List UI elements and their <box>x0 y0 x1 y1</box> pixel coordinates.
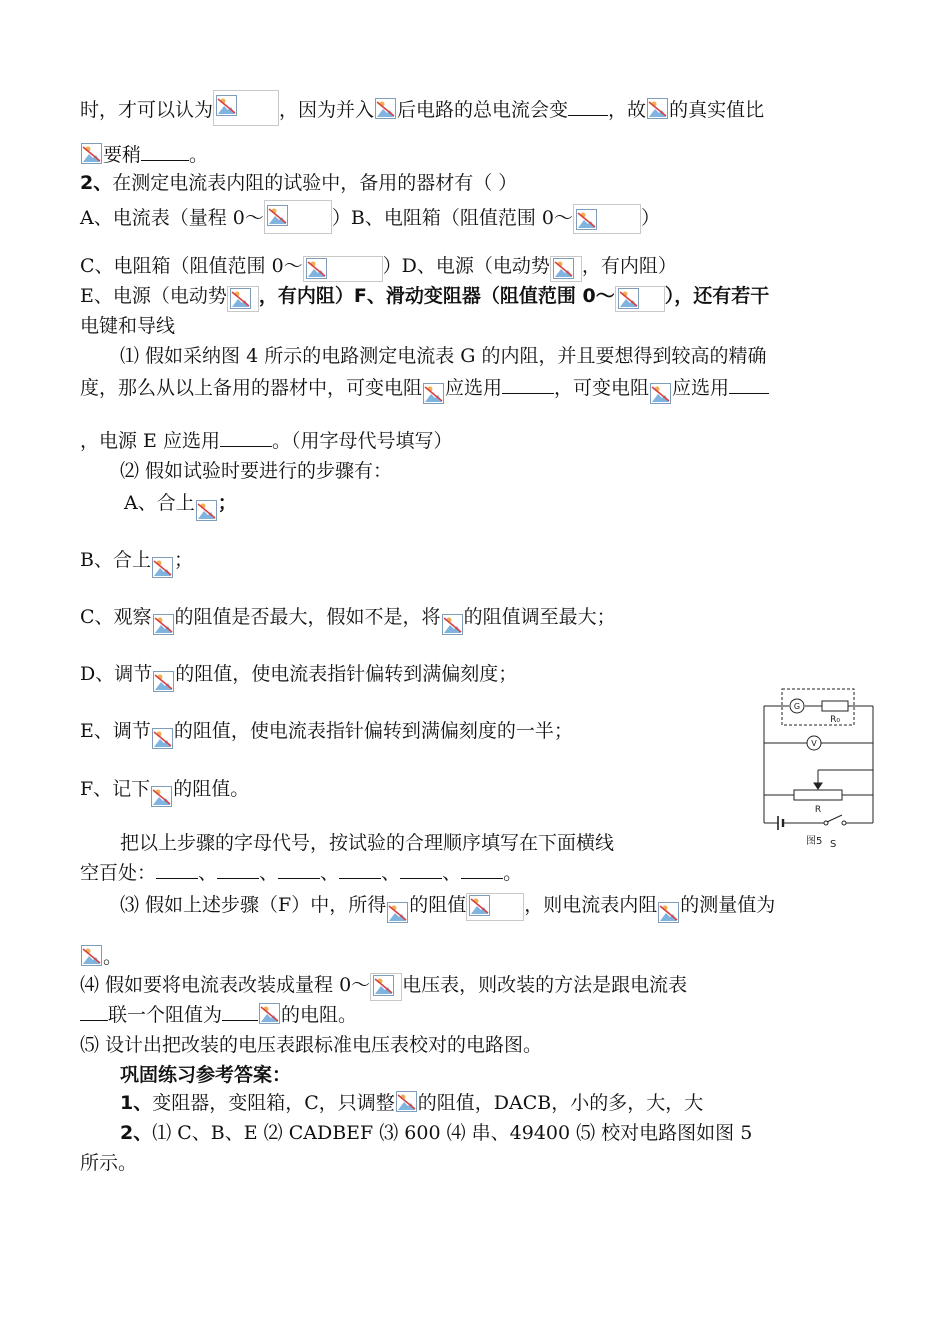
placeholder-box <box>370 973 402 1001</box>
placeholder-box <box>303 256 383 282</box>
broken-image-icon <box>373 975 394 996</box>
step-c: C、观察 的阻值是否最大，假如不是，将 的阻值调至最大； <box>80 604 616 635</box>
step-f: F、记下 的阻值。 <box>80 776 249 807</box>
placeholder-box <box>264 200 332 234</box>
s-label: S <box>830 839 837 850</box>
figure-label: 图5 <box>806 836 823 847</box>
part-3-cont: 。 <box>80 944 122 970</box>
rheostat-symbol <box>794 790 842 800</box>
order-line-2: 空百处： 、 、 、 、 、 。 <box>80 862 523 884</box>
answer-blank <box>220 428 272 447</box>
broken-image-icon <box>259 1003 280 1024</box>
answer-2: 2、⑴ C、B、E ⑵ CADBEF ⑶ 600 ⑷ 串、49400 ⑸ 校对电路图如图 5 <box>120 1122 753 1144</box>
broken-image-icon <box>152 728 173 749</box>
answer-1: 1、变阻器，变阻箱，C，只调整 的阻值，DACB，小的多，大，大 <box>120 1092 704 1114</box>
broken-image-icon <box>306 258 327 279</box>
placeholder-box <box>466 893 524 921</box>
step-b: B、合上 ； <box>80 547 193 578</box>
answer-2-cont: 所示。 <box>80 1152 138 1174</box>
broken-image-icon <box>216 95 237 116</box>
broken-image-icon <box>442 614 463 635</box>
broken-image-icon <box>618 288 639 309</box>
broken-image-icon <box>396 1091 417 1112</box>
line-1: 时，才可以认为 ，因为并入 后电路的总电流会变 ，故 的真实值比 <box>80 90 764 126</box>
answer-blank <box>217 860 259 879</box>
option-e-f: E、电源（电动势 ，有内阻）F、滑动变阻器（阻值范围 0～ ），还有若干 <box>80 283 769 312</box>
part-5: ⑸ 设计出把改装的电压表跟标准电压表校对的电路图。 <box>80 1034 543 1056</box>
broken-image-icon <box>153 671 174 692</box>
part-2-intro: ⑵ 假如试验时要进行的步骤有： <box>120 460 393 482</box>
slider-arrow <box>814 783 822 789</box>
circuit-diagram <box>756 688 882 850</box>
option-c-d: C、电阻箱（阻值范围 0～ ）D、电源（电动势 ，有内阻） <box>80 253 677 282</box>
step-a: A、合上 ； <box>124 490 237 521</box>
broken-image-icon <box>650 383 671 404</box>
resistor-r0-symbol <box>822 701 848 711</box>
answer-blank <box>400 860 442 879</box>
answer-blank <box>156 860 198 879</box>
answer-blank <box>278 860 320 879</box>
placeholder-box <box>213 90 279 126</box>
part-1-line-3: ，电源 E 应选用 。（用字母代号填写） <box>80 430 453 452</box>
dashed-box <box>782 689 854 725</box>
placeholder-box <box>615 286 665 312</box>
option-e-cont: 电键和导线 <box>80 315 176 337</box>
broken-image-icon <box>647 98 668 119</box>
broken-image-icon <box>81 945 102 966</box>
part-1-line-2: 度，那么从以上备用的器材中，可变电阻 应选用 ，可变电阻 应选用 <box>80 375 769 404</box>
broken-image-icon <box>576 209 597 230</box>
answer-blank <box>502 375 554 394</box>
order-line-1: 把以上步骤的字母代号，按试验的合理顺序填写在下面横线 <box>120 832 615 854</box>
answer-blank <box>339 860 381 879</box>
answer-blank <box>568 97 608 116</box>
answer-blank <box>461 860 503 879</box>
part-3: ⑶ 假如上述步骤（F）中，所得 的阻值 ，则电流表内阻 的测量值为 <box>120 892 775 923</box>
line-2: 要稍 。 <box>80 142 208 168</box>
r0-label: R₀ <box>830 715 840 725</box>
broken-image-icon <box>230 288 251 309</box>
broken-image-icon <box>151 786 172 807</box>
answer-blank <box>141 142 189 161</box>
answers-title: 巩固练习参考答案： <box>120 1064 292 1086</box>
broken-image-icon <box>153 614 174 635</box>
part-4-line-2: 联一个阻值为 的电阻。 <box>80 1002 357 1028</box>
r-label: R <box>814 805 822 815</box>
answer-blank <box>80 1002 108 1021</box>
broken-image-icon <box>81 143 102 164</box>
placeholder-box <box>227 286 259 312</box>
broken-image-icon <box>553 258 574 279</box>
question-2: 2、在测定电流表内阻的试验中，备用的器材有（ ） <box>80 172 518 194</box>
broken-image-icon <box>196 500 217 521</box>
placeholder-box <box>573 204 641 234</box>
broken-image-icon <box>375 98 396 119</box>
part-1-line-1: ⑴ 假如采纳图 4 所示的电路测定电流表 G 的内阻，并且要想得到较高的精确 <box>120 345 767 367</box>
broken-image-icon <box>423 383 444 404</box>
g-label: G <box>793 702 801 711</box>
broken-image-icon <box>469 895 490 916</box>
part-4-line-1: ⑷ 假如要将电流表改装成量程 0～ 电压表，则改装的方法是跟电流表 <box>80 972 687 1001</box>
answer-blank <box>729 375 769 394</box>
broken-image-icon <box>387 902 408 923</box>
broken-image-icon <box>152 557 173 578</box>
v-label: V <box>811 739 817 748</box>
switch-contact <box>842 821 846 825</box>
placeholder-box <box>550 256 582 282</box>
broken-image-icon <box>267 205 288 226</box>
step-d: D、调节 的阻值，使电流表指针偏转到满偏刻度； <box>80 661 517 692</box>
answer-blank <box>222 1002 258 1021</box>
step-e: E、调节 的阻值，使电流表指针偏转到满偏刻度的一半； <box>80 718 573 749</box>
switch-symbol <box>827 815 842 822</box>
option-a-b: A、电流表（量程 0～ ）B、电阻箱（阻值范围 0～ ） <box>80 200 660 234</box>
broken-image-icon <box>658 902 679 923</box>
